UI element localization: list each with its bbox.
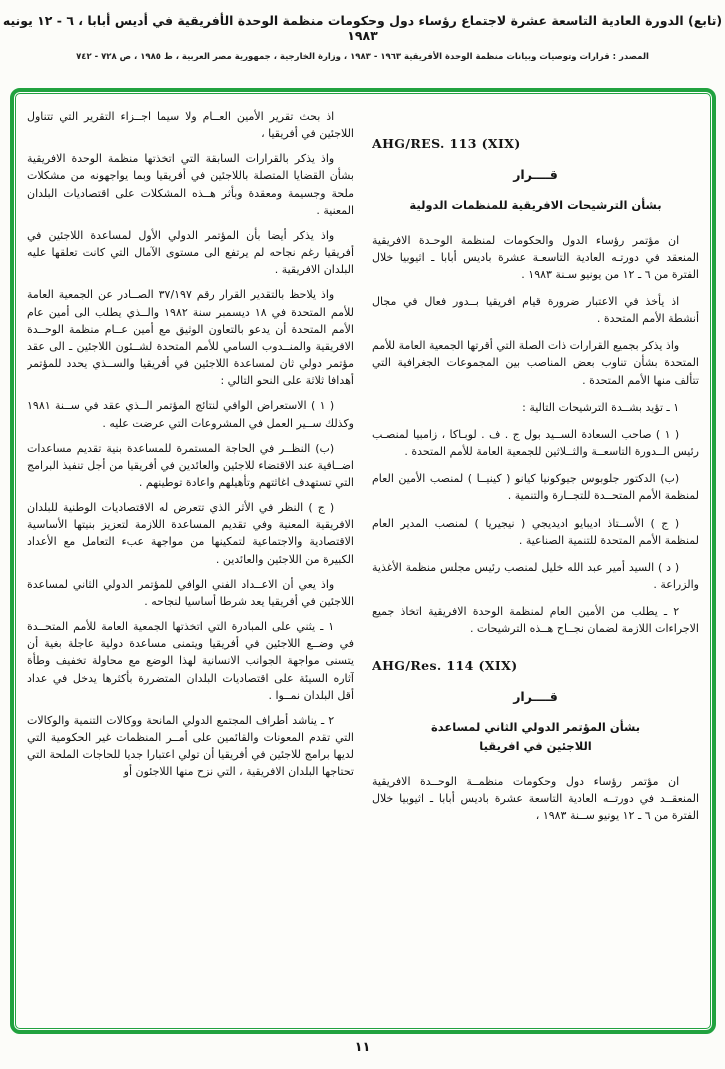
paragraph: واذ يلاحظ بالتقدير القرار رقم ٣٧/١٩٧ الصــادر عن الجمعية العامة للأمم المتحدة في ١٨ ديسمبر سنة ١٩٨٢ والــذي يطلب الى أمين عام الأمم المتحدة أن يدعو بالتعاون الوثيق مع أمين عــام منظمة الوحــدة الافريقية والمنــدوب السامي للأمم المتحدة لشــئون اللاجئين ـ الى عقد مؤتمر دولي ثان لمساعدة اللاجئين في أفريقيا والســذي يحدد للمؤتمر أهدافا ثلاثة على النحو التالي : bbox=[27, 288, 354, 388]
two-column-layout bbox=[27, 108, 699, 1020]
paragraph: ( ١ ) صاحب السعادة الســيد بول ج . ف . لوبـاكا ، زامبيا لمنصـب رئيس الــدورة التاسعــة والثــلاثين للجمعية العامة للأمم المتحدة . bbox=[372, 427, 699, 459]
paragraph: اذ يأخذ في الاعتبار ضرورة قيام افريقيا بــدور فعال في مجال أنشطة الأمم المتحدة . bbox=[372, 295, 699, 326]
paragraph: اذ بحث تقرير الأمين العــام ولا سيما اجــزاء التقرير التي تتناول اللاجئين في أفريقيا ، bbox=[27, 110, 354, 141]
paragraph: ٢ ـ يناشد أطراف المجتمع الدولي المانحة ووكالات التنمية والوكالات التي تقدم المعونات والقائمين على أمــر المنظمات غير الحكومية التي لديها برامج للاجئين في أفريقيا أن تولي اعتبارا جديا للحاجات الملحة التي تحتاجها البلدان الافريقية ، التي نزح منها اللاجئون أو bbox=[27, 713, 354, 779]
paragraph: واذ يذكر بجميع القرارات ذات الصلة التي أقرتها الجمعية العامة للأمم المتحدة بشأن تناوب بعض المناصب بين المجموعات الجغرافية التي تتألف منها الأمم المتحدة . bbox=[372, 339, 699, 387]
header-session-title: (تابع) الدورة العادية التاسعة عشرة لاجتماع رؤساء دول وحكومات منظمة الوحدة الأفريقية في أديس أبابا ، ٦ - ١٢ يونيه ١٩٨٣ bbox=[2, 13, 723, 43]
resolution-114-subject bbox=[372, 718, 699, 757]
resolution-114-subject-line2: اللاجئين في افريقيا bbox=[479, 739, 592, 754]
resolution-113-heading: قــــرار bbox=[513, 167, 558, 182]
paragraph: (ب) الدكتور جلوبوس جيوكونيا كيانو ( كينيــا ) لمنصب الأمين العام لمنظمة الأمم المتحــدة للتجــارة والتنمية . bbox=[372, 472, 699, 503]
header-source-note: المصدر : قرارات وتوصيات وبيانات منظمة الوحدة الأفريقية ١٩٦٣ - ١٩٨٣ ، وزارة الخارجية ، جمهورية مصر العربية ، ط ١٩٨٥ ، ص ٧٢٨ - ٧٤٢ bbox=[76, 52, 649, 62]
page-header bbox=[0, 0, 725, 62]
paragraph: واذ يذكر أيضا بأن المؤتمر الدولي الأول لمساعدة اللاجئين في أفريقيا رغم نجاحه لم يرتفع الى مستوى الآمال التي كانت تعلقها عليه البلدان الافريقية . bbox=[27, 228, 354, 277]
paragraph: ان مؤتمر رؤساء الدول والحكومات لمنظمة الوحـدة الافريقية المنعقد في دورتـه العادية التاسعـة عشرة باديس أبابا ـ اثيوبيا خلال الفترة من ٦ ـ ١٢ من يونيو سـنة ١٩٨٣ . bbox=[372, 233, 699, 281]
paragraph: ١ ـ يثني على المبادرة التي اتخذتها الجمعية العامة للأمم المتحــدة في وضــع اللاجئين في أفريقيا ويتمنى مساعدة دولية عاجلة بغية أن يتسنى مواجهة الجوانب الانسانية لهذا الوضع مع محاولة تخفيف وطأة آثاره السيئة على اقتصاديات البلدان المتضررة بأكثرها يدخل في عداد أقل البلدان نمــوا . bbox=[27, 620, 354, 702]
paragraph: ١ ـ تؤيد بشــدة الترشيحات التالية : bbox=[522, 400, 680, 414]
paragraph: ( ج ) الأســتاذ اديبايو اديديجي ( نيجيريا ) لمنصب المدير العام لمنظمة الأمم المتحدة للتنمية الصناعية . bbox=[372, 516, 699, 547]
resolution-114-heading: قــــرار bbox=[513, 688, 558, 704]
paragraph: (ب) النظــر في الحاجة المستمرة للمساعدة بنية تقديم مساعدات اضــافية عند الاقتضاء للاجئين والعائدين في أفريقيا من أجل تنفيذ البرامج التي تستهدف اغاثتهم وتأهيلهم واعادة توطينهم . bbox=[27, 441, 354, 489]
paragraph: ٢ ـ يطلب من الأمين العام لمنظمة الوحدة الافريقية اتخاذ جميع الاجراءات اللازمة لضمان نجــاح هــذه الترشيحات . bbox=[372, 605, 699, 636]
page-number: ١١ bbox=[354, 1040, 371, 1055]
paragraph: واذ يذكر بالقرارات السابقة التي اتخذتها منظمة الوحدة الافريقية بشأن القضايا المتصلة باللاجئين في أفريقيا وبما يواجهونه من مشكلات ملحة وجسيمة ومعقدة وبأثر هــذه المشكلات على اقتصاديات البلدان المعنية . bbox=[27, 152, 354, 217]
resolution-113-subject: بشأن الترشيحات الافريقية للمنظمات الدولية bbox=[409, 198, 662, 212]
column-right bbox=[372, 108, 699, 1020]
resolution-code-113: AHG/RES. 113 (XIX) bbox=[372, 136, 521, 151]
resolution-114-subject-line1: بشأن المؤتمر الدولي الثاني لمساعدة bbox=[430, 719, 641, 734]
paragraph: ان مؤتمر رؤساء دول وحكومات منظمــة الوحــدة الافريقية المنعقــد في دورتــه العادية التاسعة عشرة باديس أبابا ـ اثيوبيا خلال الفترة من ٦ ـ ١٢ يونيو ســنة ١٩٨٣ ، bbox=[372, 774, 699, 822]
paragraph: ( د ) السيد أمير عبد الله خليل لمنصب رئيس مجلس منظمة الأغذية والزراعة . bbox=[372, 560, 699, 592]
paragraph: ( ١ ) الاستعراض الوافي لنتائج المؤتمر الــذي عقد في ســنة ١٩٨١ وكذلك ســير العمل في المشروعات التي عرضت عليه . bbox=[27, 399, 354, 430]
paragraph: ( ج ) النظر في الأثر الذي تتعرض له الاقتصاديات الوطنية للبلدان الافريقية المعنية وفي تقديم المساعدة اللازمة لتعزيز بنيتها الأساسية الاقتصادية والاجتماعية لتمكينها من مواجهة عبء التعامل مع الأعداد الكبيرة من اللاجئين والعائدين . bbox=[27, 501, 354, 566]
resolution-code-114: AHG/Res. 114 (XIX) bbox=[372, 657, 518, 673]
document-green-frame bbox=[10, 88, 716, 1034]
column-left bbox=[27, 108, 354, 1020]
paragraph: واذ يعي أن الاعــداد الفني الوافي للمؤتمر الدولي الثاني لمساعدة اللاجئين في أفريقيا يعد شرطا أساسيا لنجاحه . bbox=[27, 577, 354, 608]
